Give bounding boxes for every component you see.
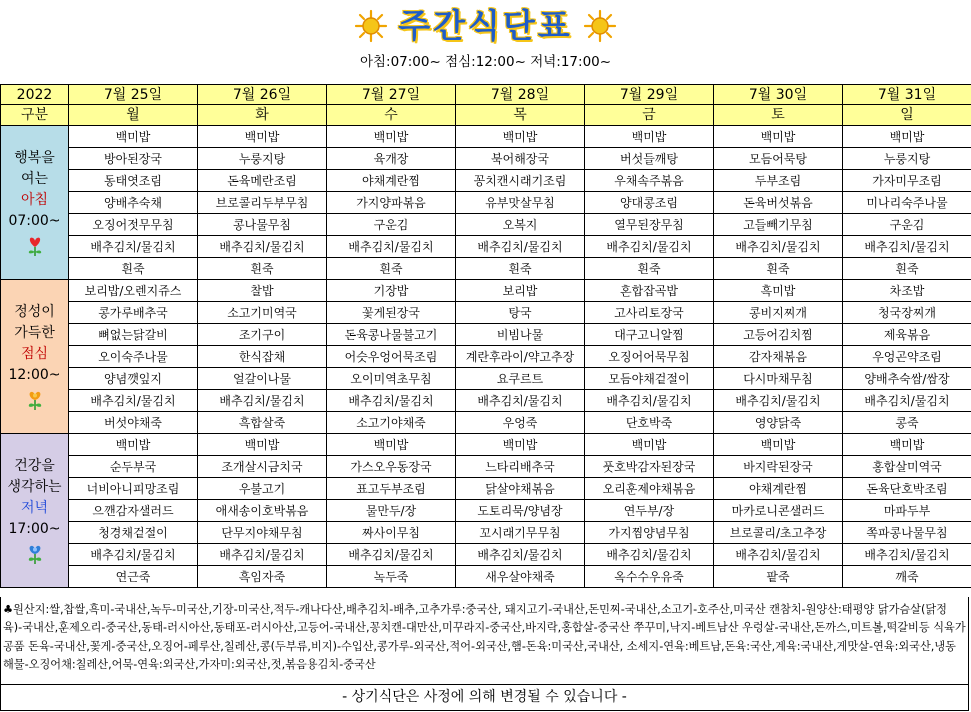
menu-item-cell: 계란후라이/약고추장 bbox=[456, 346, 585, 368]
page-header bbox=[0, 0, 971, 84]
title-bar bbox=[0, 4, 971, 48]
date-cell: 7월 30일 bbox=[714, 85, 843, 105]
blue-flower-icon bbox=[24, 543, 46, 565]
menu-item-cell: 배추김치/물김치 bbox=[456, 236, 585, 258]
gubun-cell: 구분 bbox=[1, 105, 69, 126]
sun-icon bbox=[354, 9, 388, 43]
dinner-menu-row bbox=[1, 456, 971, 478]
meal-slogan-line2: 생각하는 bbox=[7, 479, 62, 495]
menu-item-cell: 양배추숙채 bbox=[69, 192, 198, 214]
menu-item-cell: 돈육콩나물불고기 bbox=[327, 324, 456, 346]
lunch-menu-row bbox=[1, 390, 971, 412]
date-cell: 7월 27일 bbox=[327, 85, 456, 105]
menu-item-cell: 청경채겉절이 bbox=[69, 522, 198, 544]
year-cell: 2022 bbox=[1, 85, 69, 105]
menu-item-cell: 풋호박감자된장국 bbox=[585, 456, 714, 478]
menu-item-cell: 배추김치/물김치 bbox=[714, 544, 843, 566]
menu-item-cell: 얼갈이나물 bbox=[198, 368, 327, 390]
menu-item-cell: 돈육메란조림 bbox=[198, 170, 327, 192]
menu-item-cell: 두부조림 bbox=[714, 170, 843, 192]
menu-item-cell: 비빔나물 bbox=[456, 324, 585, 346]
meal-time: 17:00~ bbox=[8, 521, 61, 537]
menu-item-cell: 찰밥 bbox=[198, 280, 327, 302]
menu-item-cell: 양념깻잎지 bbox=[69, 368, 198, 390]
menu-item-cell: 콩가루배추국 bbox=[69, 302, 198, 324]
menu-item-cell: 버섯야채죽 bbox=[69, 412, 198, 434]
menu-item-cell: 백미밥 bbox=[327, 434, 456, 456]
menu-item-cell: 우불고기 bbox=[198, 478, 327, 500]
menu-item-cell: 오징어어묵무침 bbox=[585, 346, 714, 368]
menu-item-cell: 배추김치/물김치 bbox=[456, 390, 585, 412]
menu-item-cell: 흑임자죽 bbox=[198, 566, 327, 588]
menu-item-cell: 단무지야채무침 bbox=[198, 522, 327, 544]
meal-slogan-line2: 여는 bbox=[20, 171, 49, 187]
menu-item-cell: 홍합살미역국 bbox=[843, 456, 971, 478]
menu-item-cell: 가자미무조림 bbox=[843, 170, 971, 192]
breakfast-menu-row bbox=[1, 192, 971, 214]
menu-item-cell: 오복지 bbox=[456, 214, 585, 236]
menu-item-cell: 누룽지탕 bbox=[843, 148, 971, 170]
menu-item-cell: 소고기미역국 bbox=[198, 302, 327, 324]
menu-item-cell: 가지양파볶음 bbox=[327, 192, 456, 214]
dinner-menu-row bbox=[1, 434, 971, 456]
menu-item-cell: 백미밥 bbox=[198, 126, 327, 148]
menu-item-cell: 쪽파콩나물무침 bbox=[843, 522, 971, 544]
menu-item-cell: 배추김치/물김치 bbox=[585, 544, 714, 566]
menu-item-cell: 영양닭죽 bbox=[714, 412, 843, 434]
meal-time: 07:00~ bbox=[8, 213, 61, 229]
menu-item-cell: 배추김치/물김치 bbox=[198, 236, 327, 258]
menu-item-cell: 배추김치/물김치 bbox=[714, 390, 843, 412]
menu-item-cell: 백미밥 bbox=[585, 434, 714, 456]
menu-item-cell: 배추김치/물김치 bbox=[714, 236, 843, 258]
menu-item-cell: 녹두죽 bbox=[327, 566, 456, 588]
lunch-menu-row bbox=[1, 412, 971, 434]
menu-item-cell: 방아된장국 bbox=[69, 148, 198, 170]
menu-item-cell: 백미밥 bbox=[69, 434, 198, 456]
menu-item-cell: 가스오우동장국 bbox=[327, 456, 456, 478]
menu-item-cell: 연근죽 bbox=[69, 566, 198, 588]
menu-item-cell: 마카로니콘샐러드 bbox=[714, 500, 843, 522]
menu-item-cell: 흰죽 bbox=[456, 258, 585, 280]
meal-name: 점심 bbox=[20, 346, 49, 362]
menu-item-cell: 우채속주볶음 bbox=[585, 170, 714, 192]
date-cell: 7월 28일 bbox=[456, 85, 585, 105]
menu-item-cell: 흰죽 bbox=[585, 258, 714, 280]
menu-item-cell: 배추김치/물김치 bbox=[198, 544, 327, 566]
date-cell: 7월 29일 bbox=[585, 85, 714, 105]
menu-item-cell: 동태엿조림 bbox=[69, 170, 198, 192]
date-header-row bbox=[1, 85, 971, 105]
menu-item-cell: 배추김치/물김치 bbox=[327, 390, 456, 412]
menu-item-cell: 브로콜리두부무침 bbox=[198, 192, 327, 214]
lunch-menu-row bbox=[1, 280, 971, 302]
menu-item-cell: 백미밥 bbox=[327, 126, 456, 148]
menu-item-cell: 백미밥 bbox=[843, 126, 971, 148]
menu-item-cell: 오이미역초무침 bbox=[327, 368, 456, 390]
breakfast-menu-row bbox=[1, 236, 971, 258]
breakfast-menu-row bbox=[1, 148, 971, 170]
menu-item-cell: 애새송이호박볶음 bbox=[198, 500, 327, 522]
menu-item-cell: 꼬시래기무무침 bbox=[456, 522, 585, 544]
menu-item-cell: 고등어김치찜 bbox=[714, 324, 843, 346]
menu-item-cell: 닭살야채볶음 bbox=[456, 478, 585, 500]
menu-item-cell: 구운김 bbox=[843, 214, 971, 236]
meal-slogan-line2: 가득한 bbox=[14, 325, 55, 341]
dinner-menu-row bbox=[1, 566, 971, 588]
dinner-label-cell bbox=[1, 434, 69, 588]
menu-item-cell: 제육볶음 bbox=[843, 324, 971, 346]
meal-times: 아침:07:00~ 점심:12:00~ 저녁:17:00~ bbox=[359, 54, 612, 70]
menu-item-cell: 백미밥 bbox=[714, 126, 843, 148]
menu-item-cell: 다시마채무침 bbox=[714, 368, 843, 390]
sun-icon bbox=[583, 9, 617, 43]
menu-item-cell: 버섯들깨탕 bbox=[585, 148, 714, 170]
menu-item-cell: 오리훈제야채볶음 bbox=[585, 478, 714, 500]
menu-item-cell: 어슷우엉어묵조림 bbox=[327, 346, 456, 368]
menu-item-cell: 도토리묵/양념장 bbox=[456, 500, 585, 522]
menu-item-cell: 조기구이 bbox=[198, 324, 327, 346]
menu-item-cell: 배추김치/물김치 bbox=[843, 390, 971, 412]
menu-item-cell: 유부맛살무침 bbox=[456, 192, 585, 214]
menu-item-cell: 표고두부조림 bbox=[327, 478, 456, 500]
menu-item-cell: 순두부국 bbox=[69, 456, 198, 478]
menu-item-cell: 흰죽 bbox=[69, 258, 198, 280]
menu-item-cell: 배추김치/물김치 bbox=[198, 390, 327, 412]
menu-item-cell: 모듬어묵탕 bbox=[714, 148, 843, 170]
menu-item-cell: 너비아니피망조림 bbox=[69, 478, 198, 500]
weekday-cell: 금 bbox=[585, 105, 714, 126]
menu-item-cell: 보리밥/오렌지쥬스 bbox=[69, 280, 198, 302]
weekday-cell: 일 bbox=[843, 105, 971, 126]
menu-item-cell: 백미밥 bbox=[714, 434, 843, 456]
menu-table bbox=[0, 84, 971, 588]
menu-item-cell: 옥수수우유죽 bbox=[585, 566, 714, 588]
menu-item-cell: 청국장찌개 bbox=[843, 302, 971, 324]
menu-item-cell: 흑합살죽 bbox=[198, 412, 327, 434]
menu-item-cell: 백미밥 bbox=[69, 126, 198, 148]
menu-item-cell: 느타리배추국 bbox=[456, 456, 585, 478]
menu-item-cell: 고들빼기무침 bbox=[714, 214, 843, 236]
menu-item-cell: 팥죽 bbox=[714, 566, 843, 588]
menu-item-cell: 북어해장국 bbox=[456, 148, 585, 170]
menu-item-cell: 배추김치/물김치 bbox=[456, 544, 585, 566]
meal-time: 12:00~ bbox=[8, 367, 61, 383]
menu-item-cell: 고사리토장국 bbox=[585, 302, 714, 324]
menu-item-cell: 기장밥 bbox=[327, 280, 456, 302]
page-title: 주간식단표 bbox=[398, 6, 573, 45]
menu-item-cell: 감자채볶음 bbox=[714, 346, 843, 368]
menu-item-cell: 깨죽 bbox=[843, 566, 971, 588]
menu-item-cell: 가지찜양념무침 bbox=[585, 522, 714, 544]
menu-item-cell: 우엉죽 bbox=[456, 412, 585, 434]
weekday-cell: 토 bbox=[714, 105, 843, 126]
breakfast-menu-row bbox=[1, 258, 971, 280]
menu-item-cell: 누룽지탕 bbox=[198, 148, 327, 170]
menu-item-cell: 야채계란찜 bbox=[327, 170, 456, 192]
menu-item-cell: 새우살야채죽 bbox=[456, 566, 585, 588]
menu-item-cell: 연두부/장 bbox=[585, 500, 714, 522]
menu-item-cell: 콩비지찌개 bbox=[714, 302, 843, 324]
lunch-menu-row bbox=[1, 368, 971, 390]
menu-item-cell: 백미밥 bbox=[585, 126, 714, 148]
weekday-cell: 월 bbox=[69, 105, 198, 126]
lunch-menu-row bbox=[1, 302, 971, 324]
menu-item-cell: 대구고니알찜 bbox=[585, 324, 714, 346]
menu-item-cell: 배추김치/물김치 bbox=[843, 236, 971, 258]
menu-item-cell: 흰죽 bbox=[327, 258, 456, 280]
menu-table-body bbox=[1, 85, 971, 588]
dinner-menu-row bbox=[1, 478, 971, 500]
weekday-cell: 화 bbox=[198, 105, 327, 126]
meal-name: 저녁 bbox=[20, 500, 49, 516]
menu-item-cell: 배추김치/물김치 bbox=[585, 236, 714, 258]
menu-item-cell: 콩나물무침 bbox=[198, 214, 327, 236]
menu-item-cell: 양대콩조림 bbox=[585, 192, 714, 214]
menu-item-cell: 백미밥 bbox=[456, 126, 585, 148]
lunch-label-cell bbox=[1, 280, 69, 434]
menu-item-cell: 단호박죽 bbox=[585, 412, 714, 434]
menu-item-cell: 흑미밥 bbox=[714, 280, 843, 302]
orange-flower-icon bbox=[24, 389, 46, 411]
origin-note: ♣원산지:쌀,찹쌀,흑미-국내산,녹두-미국산,기장-미국산,적두-캐나다산,배추김치-배추,고추가루:중국산, 돼지고기-국내산,돈민찌-국내산,소고기-호주산,미국산 캔참치-원양산:태평양 닭가슴살(닭정육)-국내산,훈제오리-중국산,동태-러시아산,동태포-러시아산,고등어-국내산,꽁치캔-대만산,미꾸라지-중국산,바지락,홍합살-중국산 쭈꾸미,낙지-베트남산 우렁살-국내산,돈까스,미트볼,떡갈비등 식육가공품 돈육-국내산,꽃게-중국산,오징어-페루산,칠레산,콩(두부류,비지)-수입산,콩가루-외국산,적어-외국산,햄-돈육:미국산,국내산, 소세지-연육:베트남,돈육:국산,계육:국내산,게맛살-연육:외국산,냉동해물-오징어채:칠레산,어묵-연육:외국산,가자미:외국산,젓,볶음용김치-중국산 bbox=[0, 597, 969, 685]
menu-item-cell: 배추김치/물김치 bbox=[69, 390, 198, 412]
breakfast-label-cell bbox=[1, 126, 69, 280]
weekday-cell: 수 bbox=[327, 105, 456, 126]
menu-item-cell: 배추김치/물김치 bbox=[327, 544, 456, 566]
menu-item-cell: 콩죽 bbox=[843, 412, 971, 434]
meal-slogan-line1: 정성이 bbox=[14, 304, 55, 320]
menu-item-cell: 구운김 bbox=[327, 214, 456, 236]
heart-flower-icon bbox=[24, 235, 46, 257]
breakfast-menu-row bbox=[1, 214, 971, 236]
menu-item-cell: 돈육버섯볶음 bbox=[714, 192, 843, 214]
menu-item-cell: 양배추숙쌈/쌈장 bbox=[843, 368, 971, 390]
menu-item-cell: 흰죽 bbox=[198, 258, 327, 280]
menu-item-cell: 차조밥 bbox=[843, 280, 971, 302]
menu-item-cell: 물만두/장 bbox=[327, 500, 456, 522]
breakfast-menu-row bbox=[1, 126, 971, 148]
menu-item-cell: 오이숙주나물 bbox=[69, 346, 198, 368]
change-notice: - 상기식단은 사정에 의해 변경될 수 있습니다 - bbox=[0, 685, 969, 711]
meal-slogan-line1: 건강을 bbox=[14, 458, 55, 474]
menu-item-cell: 꽃게된장국 bbox=[327, 302, 456, 324]
menu-item-cell: 열무된장무침 bbox=[585, 214, 714, 236]
menu-item-cell: 보리밥 bbox=[456, 280, 585, 302]
menu-item-cell: 배추김치/물김치 bbox=[327, 236, 456, 258]
menu-item-cell: 백미밥 bbox=[843, 434, 971, 456]
date-cell: 7월 31일 bbox=[843, 85, 971, 105]
menu-item-cell: 백미밥 bbox=[456, 434, 585, 456]
menu-item-cell: 오징어젓무무침 bbox=[69, 214, 198, 236]
dinner-menu-row bbox=[1, 544, 971, 566]
weekday-header-row bbox=[1, 105, 971, 126]
meal-slogan-line1: 행복을 bbox=[14, 150, 55, 166]
dinner-menu-row bbox=[1, 522, 971, 544]
menu-item-cell: 뼈없는닭갈비 bbox=[69, 324, 198, 346]
menu-item-cell: 마파두부 bbox=[843, 500, 971, 522]
breakfast-menu-row bbox=[1, 170, 971, 192]
menu-item-cell: 한식잡채 bbox=[198, 346, 327, 368]
menu-item-cell: 으깬감자샐러드 bbox=[69, 500, 198, 522]
menu-item-cell: 혼합잡곡밥 bbox=[585, 280, 714, 302]
menu-item-cell: 배추김치/물김치 bbox=[69, 236, 198, 258]
lunch-menu-row bbox=[1, 346, 971, 368]
date-cell: 7월 26일 bbox=[198, 85, 327, 105]
menu-item-cell: 돈육단호박조림 bbox=[843, 478, 971, 500]
lunch-menu-row bbox=[1, 324, 971, 346]
menu-item-cell: 조개살시금치국 bbox=[198, 456, 327, 478]
menu-item-cell: 꽁치캔시래기조림 bbox=[456, 170, 585, 192]
weekday-cell: 목 bbox=[456, 105, 585, 126]
menu-item-cell: 백미밥 bbox=[198, 434, 327, 456]
menu-item-cell: 야채계란찜 bbox=[714, 478, 843, 500]
menu-item-cell: 바지락된장국 bbox=[714, 456, 843, 478]
menu-item-cell: 요쿠르트 bbox=[456, 368, 585, 390]
menu-item-cell: 브로콜리/초고추장 bbox=[714, 522, 843, 544]
date-cell: 7월 25일 bbox=[69, 85, 198, 105]
menu-item-cell: 육개장 bbox=[327, 148, 456, 170]
meal-name: 아침 bbox=[20, 192, 49, 208]
menu-item-cell: 배추김치/물김치 bbox=[585, 390, 714, 412]
menu-item-cell: 탕국 bbox=[456, 302, 585, 324]
dinner-menu-row bbox=[1, 500, 971, 522]
menu-item-cell: 미나리숙주나물 bbox=[843, 192, 971, 214]
menu-item-cell: 우엉곤약조림 bbox=[843, 346, 971, 368]
menu-item-cell: 배추김치/물김치 bbox=[69, 544, 198, 566]
menu-item-cell: 배추김치/물김치 bbox=[843, 544, 971, 566]
menu-item-cell: 소고기야채죽 bbox=[327, 412, 456, 434]
menu-item-cell: 짜사이무침 bbox=[327, 522, 456, 544]
menu-item-cell: 흰죽 bbox=[843, 258, 971, 280]
menu-item-cell: 흰죽 bbox=[714, 258, 843, 280]
menu-item-cell: 모듬야채겉절이 bbox=[585, 368, 714, 390]
